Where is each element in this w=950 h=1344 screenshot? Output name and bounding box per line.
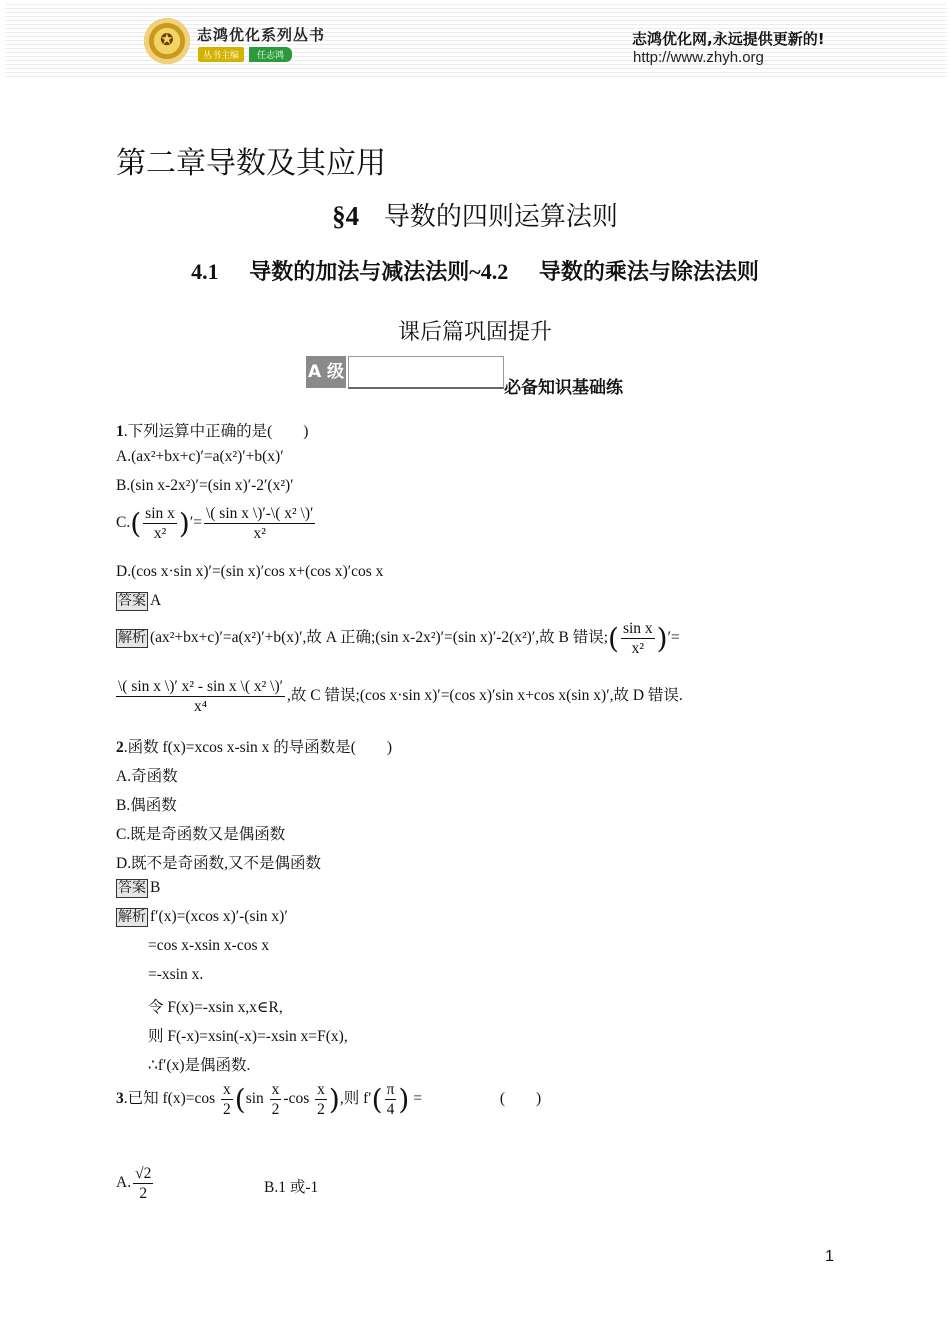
- fraction-denominator: 2: [271, 1101, 280, 1118]
- fraction-numerator: sin x: [622, 620, 653, 637]
- subsection-title: [0, 255, 950, 286]
- question-1-answer: [116, 592, 161, 611]
- fraction-denominator: 4: [386, 1101, 395, 1118]
- level-blank-box: [348, 356, 504, 389]
- then-text: ,则 f′: [339, 1090, 372, 1108]
- x-over-2-fraction: [315, 1080, 327, 1119]
- analysis-label: 解析: [118, 909, 146, 925]
- answer-label: 答案: [118, 593, 146, 609]
- analysis-text-2: ,故 C 错误;(cos x·sin x)′=(cos x)′sin x+cos x(sin x)′,故 D 错误.: [287, 687, 683, 705]
- header-slogan: 志鸿优化网,永远提供更新的!: [632, 30, 825, 48]
- question-2-option-a: A.奇函数: [116, 768, 178, 785]
- fraction-denominator: x²: [253, 525, 266, 542]
- question-2-answer: [116, 879, 160, 898]
- fraction-numerator: x: [223, 1081, 231, 1098]
- analysis-step: =cos x-xsin x-cos x: [148, 937, 270, 954]
- question-1-stem: [116, 419, 308, 441]
- fraction-numerator: √2: [135, 1165, 152, 1182]
- page-number: 1: [825, 1248, 834, 1265]
- x-over-2-fraction: [270, 1080, 282, 1119]
- fraction-denominator: 2: [223, 1101, 231, 1118]
- analysis-step: ∴f′(x)是偶函数.: [148, 1057, 251, 1074]
- answer-value: A: [150, 592, 162, 609]
- fraction-numerator: x: [271, 1081, 280, 1098]
- question-2-option-d: D.既不是奇函数,又不是偶函数: [116, 855, 321, 872]
- minus-cos-text: -cos: [283, 1090, 310, 1108]
- option-c-equals: ′=: [189, 514, 202, 532]
- option-c-fraction: [143, 504, 177, 543]
- section-title: [0, 196, 950, 233]
- equals-sign: =: [413, 1090, 422, 1108]
- fraction-denominator: 2: [317, 1101, 325, 1118]
- analysis-equals: ′=: [667, 629, 680, 647]
- header-url[interactable]: http://www.zhyh.org: [633, 49, 764, 66]
- option-a-prefix: A.: [116, 1174, 132, 1192]
- series-title: 志鸿优化系列丛书: [197, 26, 326, 44]
- question-2-analysis-line-1: [116, 908, 288, 927]
- analysis-result-fraction: [116, 677, 285, 716]
- question-2-stem: [116, 735, 392, 757]
- editor-label: 丛书主编: [198, 47, 244, 62]
- question-3-option-a: [116, 1164, 155, 1203]
- question-number: 3: [116, 1090, 124, 1108]
- fraction-numerator: π: [386, 1081, 395, 1098]
- question-text: .下列运算中正确的是( ): [123, 423, 309, 440]
- level-title: 必备知识基础练: [504, 378, 623, 398]
- editor-name: 任志鸿: [249, 47, 292, 62]
- fraction-numerator: x: [317, 1081, 325, 1098]
- fraction-numerator: sin x: [145, 505, 175, 522]
- question-text: .函数 f(x)=xcos x-sin x 的导函数是( ): [123, 739, 393, 756]
- x-over-2-fraction: [221, 1080, 233, 1119]
- level-badge: A 级: [306, 356, 346, 388]
- subsection-num-1: 4.1: [191, 259, 219, 284]
- subsection-title-2: 导数的乘法与除法法则: [538, 260, 759, 285]
- answer-value: B: [150, 879, 161, 896]
- logo-emblem-icon: ✪: [160, 30, 174, 49]
- option-c-result-fraction: [204, 504, 315, 543]
- question-1-option-c: C.( $\frac{\text{sin x}}{\text{x²}}$ )′= $\frac{\text{\textbackslash{}( sin x \textbackslash{})′-\textbackslash{}( x² \textbackslash{})′}}{\text{x²}}$: [116, 505, 314, 542]
- sqrt2-over-2-fraction: [133, 1164, 153, 1203]
- fraction-numerator: \( sin x \)′ x² - sin x \( x² \)′: [118, 678, 284, 695]
- question-number: 1: [116, 423, 124, 440]
- question-3-option-b: B.1 或-1: [264, 1179, 319, 1196]
- analysis-step: f′(x)=(xcos x)′-(sin x)′: [150, 908, 288, 925]
- analysis-step: =-xsin x.: [148, 966, 204, 983]
- question-text: .已知 f(x)=cos: [123, 1090, 216, 1108]
- option-c-prefix: C.: [116, 514, 131, 532]
- section-name: 导数的四则运算法则: [383, 202, 618, 232]
- analysis-text: (ax²+bx+c)′=a(x²)′+b(x)′,故 A 正确;(sin x-2x²)′=(sin x)′-2(x²)′,故 B 错误;: [150, 629, 609, 647]
- question-2-option-c: C.既是奇函数又是偶函数: [116, 826, 286, 843]
- question-1-option-a: A.(ax²+bx+c)′=a(x²)′+b(x)′: [116, 448, 284, 465]
- practice-heading: 课后篇巩固提升: [397, 320, 552, 345]
- question-1-analysis-line-1: 解析 (ax²+bx+c)′=a(x²)′+b(x)′,故 A 正确;(sin x-2x²)′=(sin x)′-2(x²)′,故 B 错误;( $\frac{\text{sin x}}{\text{x²}}$ )′=: [118, 620, 680, 657]
- question-1-option-b: B.(sin x-2x²)′=(sin x)′-2′(x²)′: [116, 477, 294, 494]
- fraction-denominator: 2: [139, 1185, 148, 1202]
- sin-text: sin: [245, 1090, 264, 1108]
- question-2-option-b: B.偶函数: [116, 797, 177, 814]
- question-1-analysis-line-2: [116, 677, 683, 716]
- analysis-step: 则 F(-x)=xsin(-x)=-xsin x=F(x),: [148, 1028, 348, 1045]
- fraction-numerator: \( sin x \)′-\( x² \)′: [205, 505, 314, 522]
- fraction-denominator: x²: [631, 640, 645, 657]
- section-number: §4: [332, 201, 360, 231]
- subsection-sep: ~: [469, 259, 481, 284]
- chapter-title: 第二章导数及其应用: [116, 146, 386, 181]
- fraction-denominator: x²: [153, 525, 167, 542]
- analysis-label: 解析: [118, 630, 146, 647]
- fraction-denominator: x⁴: [193, 698, 208, 715]
- question-number: 2: [116, 739, 124, 756]
- subsection-num-2: 4.2: [480, 259, 509, 284]
- answer-blank: ( ): [499, 1090, 542, 1108]
- analysis-fraction: [621, 619, 655, 658]
- question-1-option-d: D.(cos x·sin x)′=(sin x)′cos x+(cos x)′cos x: [116, 563, 384, 580]
- pi-over-4-fraction: [385, 1080, 397, 1119]
- analysis-step: 令 F(x)=-xsin x,x∈R,: [148, 999, 283, 1016]
- question-3-stem: 3.已知 f(x)=cos $\frac{x}{2}$ (sin $\frac{x}{2}$ -cos $\frac{x}{2}$ ),则 f′( $\frac{\pi}{4}$ ) = ( ): [116, 1081, 542, 1118]
- answer-label: 答案: [118, 880, 146, 896]
- subsection-title-1: 导数的加法与减法法则: [249, 260, 470, 285]
